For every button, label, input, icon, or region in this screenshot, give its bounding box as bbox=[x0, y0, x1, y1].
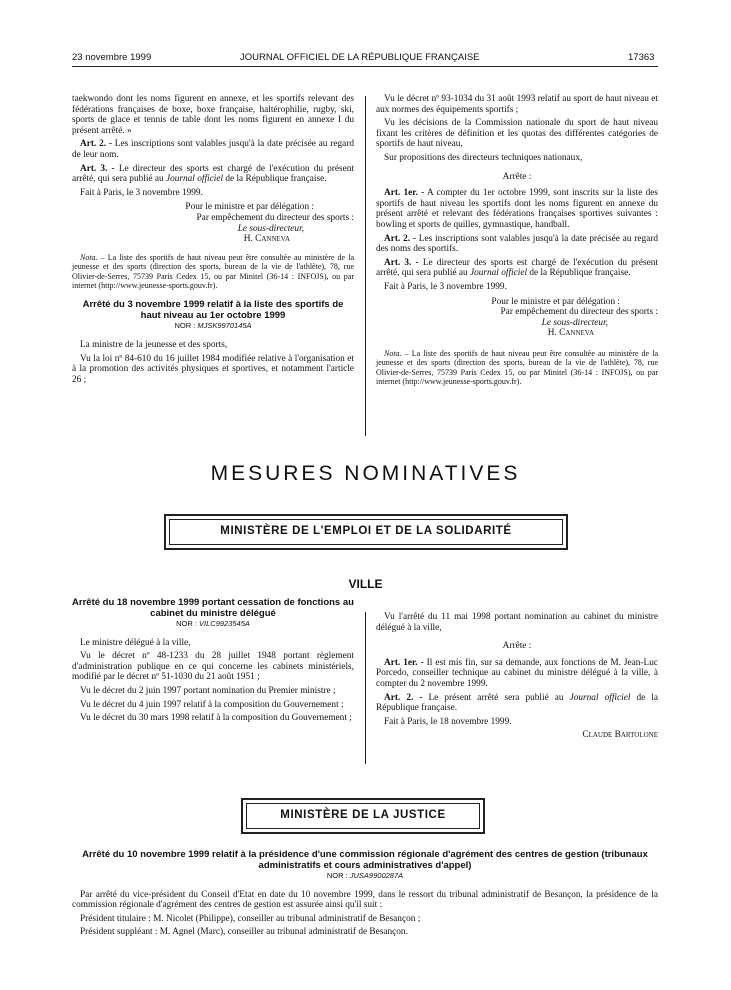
header-date: 23 novembre 1999 bbox=[72, 52, 152, 63]
paragraph: taekwondo dont les noms figurent en annexe, et les sportifs relevant des fédérations françaises de boxe, boxe française, haltérophilie, rugby, ski, sports de glace et tennis de table dont les noms figurent en annexe I du présent arrêté. » bbox=[72, 94, 354, 136]
nota: Nota. – La liste des sportifs de haut niveau peut être consultée au ministère de la jeunesse et des sports (direction des sports, bureau de la vie de l'athlète), 78, rue Olivier-de-Serres, 75739 Paris Cedex 15, ou par Minitel (36-14 : INFOJS), ou par internet (http://www.jeunesse-sports.gouv.fr). bbox=[376, 348, 658, 387]
paragraph: Vu le décret nº 93-1034 du 31 août 1993 relatif au sport de haut niveau et aux normes des équipements sportifs ; bbox=[376, 94, 658, 115]
paragraph: Vu la loi nº 84-610 du 16 juillet 1984 modifiée relative à l'organisation et à la promotion des activités physiques et sportives, et notamment l'article 26 ; bbox=[72, 353, 354, 385]
section-title: MESURES NOMINATIVES bbox=[210, 462, 521, 485]
paragraph: Vu le décret du 30 mars 1998 relatif à la composition du Gouvernement ; bbox=[80, 713, 352, 724]
signature-block: Pour le ministre et par délégation : Par empêchement du directeur des sports : Le sous-directeur, H. Canneva bbox=[185, 202, 354, 245]
paragraph: Président titulaire : M. Nicolet (Philippe), conseiller au tribunal administratif de Besançon ; bbox=[80, 913, 421, 924]
nor-code: NOR : VILC9923545A bbox=[176, 619, 250, 628]
rubric-title: VILLE bbox=[348, 577, 383, 591]
arrete-title: Arrêté du 3 novembre 1999 relatif à la liste des sportifs de haut niveau au 1er octobre 1999 bbox=[82, 299, 344, 321]
paragraph: Vu les décisions de la Commission nationale du sport de haut niveau fixant les critères de définition et les quotas des différentes catégories de sportifs de haut niveau, bbox=[376, 118, 658, 150]
mid-right-column bbox=[376, 612, 658, 744]
paragraph: Le ministre délégué à la ville, bbox=[80, 637, 191, 648]
arrete-title: Arrêté du 18 novembre 1999 portant cessation de fonctions au cabinet du ministre délégué bbox=[72, 597, 354, 619]
ministry-box bbox=[241, 798, 485, 834]
article-1: Art. 1er. - A compter du 1er octobre 1999, sont inscrits sur la liste des sportifs de haut niveau les sportifs dont les noms figurent en annexe du présent arrêté et relevant des fédérations françaises sportives suivantes : bowling et sports de quilles, gymnastique, handball. bbox=[376, 188, 658, 230]
article-2: Art. 2. - Les inscriptions sont valables jusqu'à la date précisée au regard de leur nom. bbox=[72, 139, 354, 160]
article-3: Art. 3. - Le directeur des sports est chargé de l'exécution du présent arrêté, qui sera publié au Journal officiel de la République française. bbox=[376, 257, 659, 279]
paragraph: La ministre de la jeunesse et des sports, bbox=[80, 339, 228, 350]
ministry-name: MINISTÈRE DE L'EMPLOI ET DE LA SOLIDARITÉ bbox=[220, 525, 512, 537]
nor-code: NOR : JUSA9900287A bbox=[326, 871, 404, 880]
article-1: Art. 1er. - Il est mis fin, sur sa demande, aux fonctions de M. Jean-Luc Porcedo, conseiller technique au cabinet du ministre délégué à la ville, à compter du 2 novembre 1999. bbox=[376, 657, 658, 689]
ministry-box bbox=[164, 514, 568, 550]
paragraph: Président suppléant : M. Agnel (Marc), conseiller au tribunal administratif de Besançon. bbox=[80, 927, 408, 938]
paragraph: Par arrêté du vice-président du Conseil d'Etat en date du 10 novembre 1999, dans le ressort du tribunal administratif de Besançon, la présidence de la commission régionale d'agrément des centres de gestion est assurée ainsi qu'il suit : bbox=[72, 889, 658, 911]
nor-code: NOR : MJSK9970145A bbox=[174, 321, 252, 331]
top-right-column bbox=[376, 94, 658, 390]
paragraph: Sur propositions des directeurs techniques nationaux, bbox=[384, 152, 583, 163]
page-number: 17363 bbox=[628, 52, 655, 63]
ministry-name: MINISTÈRE DE LA JUSTICE bbox=[280, 809, 446, 821]
top-left-column bbox=[72, 94, 354, 388]
signature-block: Pour le ministre et par délégation : Par empêchement du directeur des sports : Le sous-directeur, H. Canneva bbox=[491, 296, 658, 339]
paragraph: Vu le décret du 4 juin 1997 relatif à la composition du Gouvernement ; bbox=[80, 699, 344, 710]
nota: Nota. – La liste des sportifs de haut niveau peut être consultée au ministère de la jeunesse et des sports (direction des sports, bureau de la vie de l'athlète), 78, rue Olivier-de-Serres, 75739 Paris Cedex 15, ou par Minitel (36-14 : INFOJS), ou par internet (http://www.jeunesse-sports.gouv.fr). bbox=[72, 252, 354, 290]
arrete-title: Arrêté du 10 novembre 1999 relatif à la présidence d'une commission régionale d'agrément des centres de gestion (tribunaux administratifs et cours administratives d'appel) bbox=[82, 849, 648, 871]
header-rule bbox=[72, 66, 658, 67]
article-3: Art. 3. - Le directeur des sports est chargé de l'exécution du présent arrêté, qui sera publié au Journal officiel de la République française. bbox=[72, 163, 355, 185]
fait-line: Fait à Paris, le 18 novembre 1999. bbox=[384, 716, 512, 727]
arrete-label: Arrête : bbox=[502, 171, 532, 182]
bottom-section bbox=[72, 850, 658, 941]
paragraph: Vu le décret nº 48-1233 du 28 juillet 1948 portant règlement d'administration publique en ce qui concerne les cabinets ministériels, modifié par le décret nº 51-1030 du 21 août 1951 ; bbox=[72, 651, 354, 683]
paragraph: Vu le décret du 2 juin 1997 portant nomination du Premier ministre ; bbox=[80, 685, 336, 696]
mid-left-column bbox=[72, 598, 354, 727]
article-2: Art. 2. - Le présent arrêté sera publié au Journal officiel de la République française. bbox=[376, 692, 658, 714]
journal-title: JOURNAL OFFICIEL DE LA RÉPUBLIQUE FRANÇAISE bbox=[240, 52, 480, 63]
signature: Claude Bartolone bbox=[582, 730, 658, 741]
fait-line: Fait à Paris, le 3 novembre 1999. bbox=[384, 281, 507, 292]
arrete-label: Arrête : bbox=[502, 641, 532, 652]
fait-line: Fait à Paris, le 3 novembre 1999. bbox=[80, 187, 203, 198]
column-divider bbox=[365, 612, 366, 764]
column-divider bbox=[365, 96, 366, 436]
paragraph: Vu l'arrêté du 11 mai 1998 portant nomination au cabinet du ministre délégué à la ville, bbox=[376, 612, 658, 633]
article-2: Art. 2. - Les inscriptions sont valables jusqu'à la date précisée au regard des noms des sportifs. bbox=[376, 233, 658, 255]
